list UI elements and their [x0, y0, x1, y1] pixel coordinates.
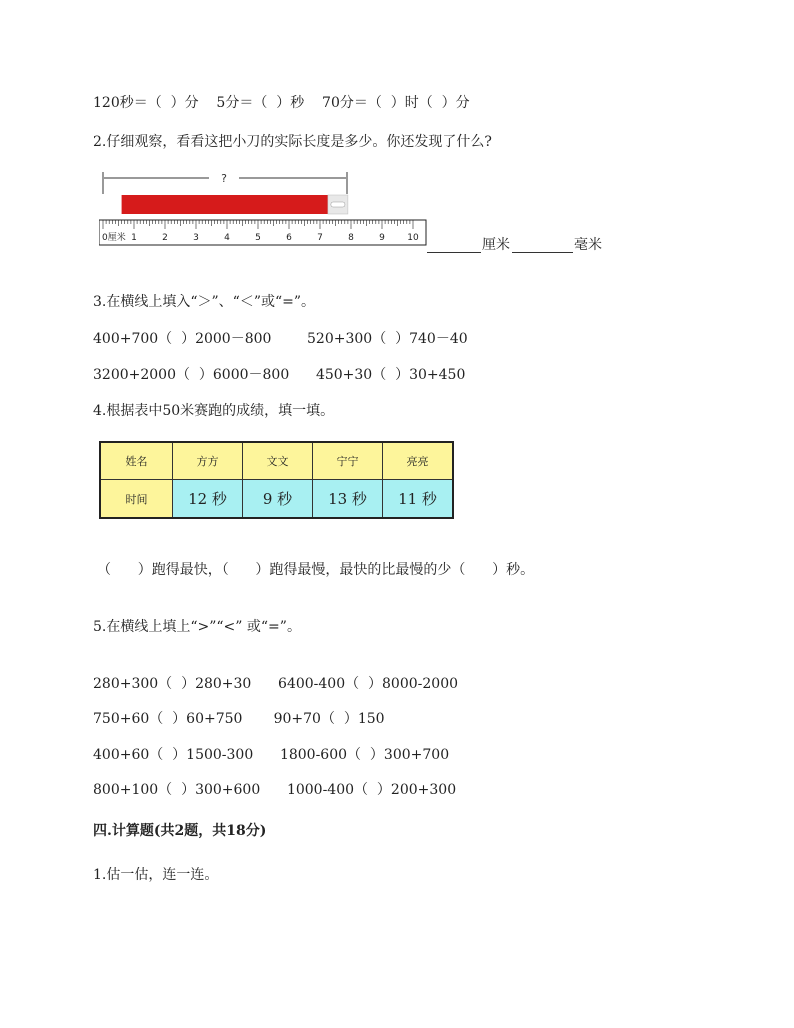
ruler-unit-label: 0厘米 — [102, 233, 126, 243]
q4-fill-line: （ ）跑得最快，（ ）跑得最慢，最快的比最慢的少（ ）秒。 — [97, 562, 535, 578]
q5-row-3: 400+60（ ）1500-300 1800-600（ ）300+700 — [93, 747, 450, 763]
cm-unit-label: 厘米 — [482, 237, 510, 253]
section-heading: 四.计算题(共2题，共18分) — [93, 823, 267, 839]
ruler-figure — [99, 168, 429, 250]
ruler-tick-label: 1 — [131, 233, 137, 243]
section-q1: 1.估一估，连一连。 — [93, 867, 219, 883]
name-cell: 宁宁 — [313, 442, 383, 480]
q5-row-1: 280+300（ ）280+30 6400-400（ ）8000-2000 — [93, 676, 459, 692]
q5-row-2: 750+60（ ）60+750 90+70（ ）150 — [93, 711, 385, 727]
knife-illustration — [122, 195, 348, 214]
time-cell: 13 秒 — [313, 480, 383, 519]
ruler-body — [99, 220, 426, 245]
q3-row-1: 400+700（ ）2000－800 520+300（ ）740－40 — [93, 331, 468, 347]
time-cell: 9 秒 — [243, 480, 313, 519]
name-cell: 方方 — [173, 442, 243, 480]
q5-row-4: 800+100（ ）300+600 1000-400（ ）200+300 — [93, 782, 457, 798]
q5-question: 5.在横线上填上“>”“<” 或“=”。 — [93, 619, 301, 635]
mm-blank[interactable] — [512, 252, 573, 253]
ruler-tick-label: 3 — [193, 233, 199, 243]
question-mark: ? — [221, 172, 227, 185]
header-label: 姓名 — [100, 442, 173, 480]
ruler-tick-label: 8 — [348, 233, 354, 243]
cm-blank[interactable] — [427, 252, 481, 253]
ruler-tick-label: 5 — [255, 233, 261, 243]
row-label: 时间 — [100, 480, 173, 519]
mm-unit-label: 毫米 — [574, 237, 602, 253]
ruler-tick-label: 2 — [162, 233, 168, 243]
ruler-tick-label: 6 — [286, 233, 292, 243]
q3-question: 3.在横线上填入“＞”、“＜”或“=”。 — [93, 294, 316, 310]
ruler-tick-label: 7 — [317, 233, 323, 243]
ruler-tick-label: 9 — [379, 233, 385, 243]
name-cell: 亮亮 — [383, 442, 454, 480]
table-row — [100, 442, 453, 480]
conversion-line: 120秒＝（ ）分 5分＝（ ）秒 70分＝（ ）时（ ）分 — [93, 95, 470, 111]
q3-row-2: 3200+2000（ ）6000－800 450+30（ ）30+450 — [93, 367, 466, 383]
time-cell: 11 秒 — [383, 480, 454, 519]
time-cell: 12 秒 — [173, 480, 243, 519]
ruler-tick-label: 10 — [407, 233, 419, 243]
results-table — [99, 441, 454, 519]
q2-question: 2.仔细观察，看看这把小刀的实际长度是多少。你还发现了什么? — [93, 134, 492, 150]
name-cell: 文文 — [243, 442, 313, 480]
ruler-tick-label: 4 — [224, 233, 230, 243]
table-row — [100, 480, 453, 519]
ruler-illustration — [99, 168, 429, 250]
q4-question: 4.根据表中50米赛跑的成绩，填一填。 — [93, 403, 335, 419]
